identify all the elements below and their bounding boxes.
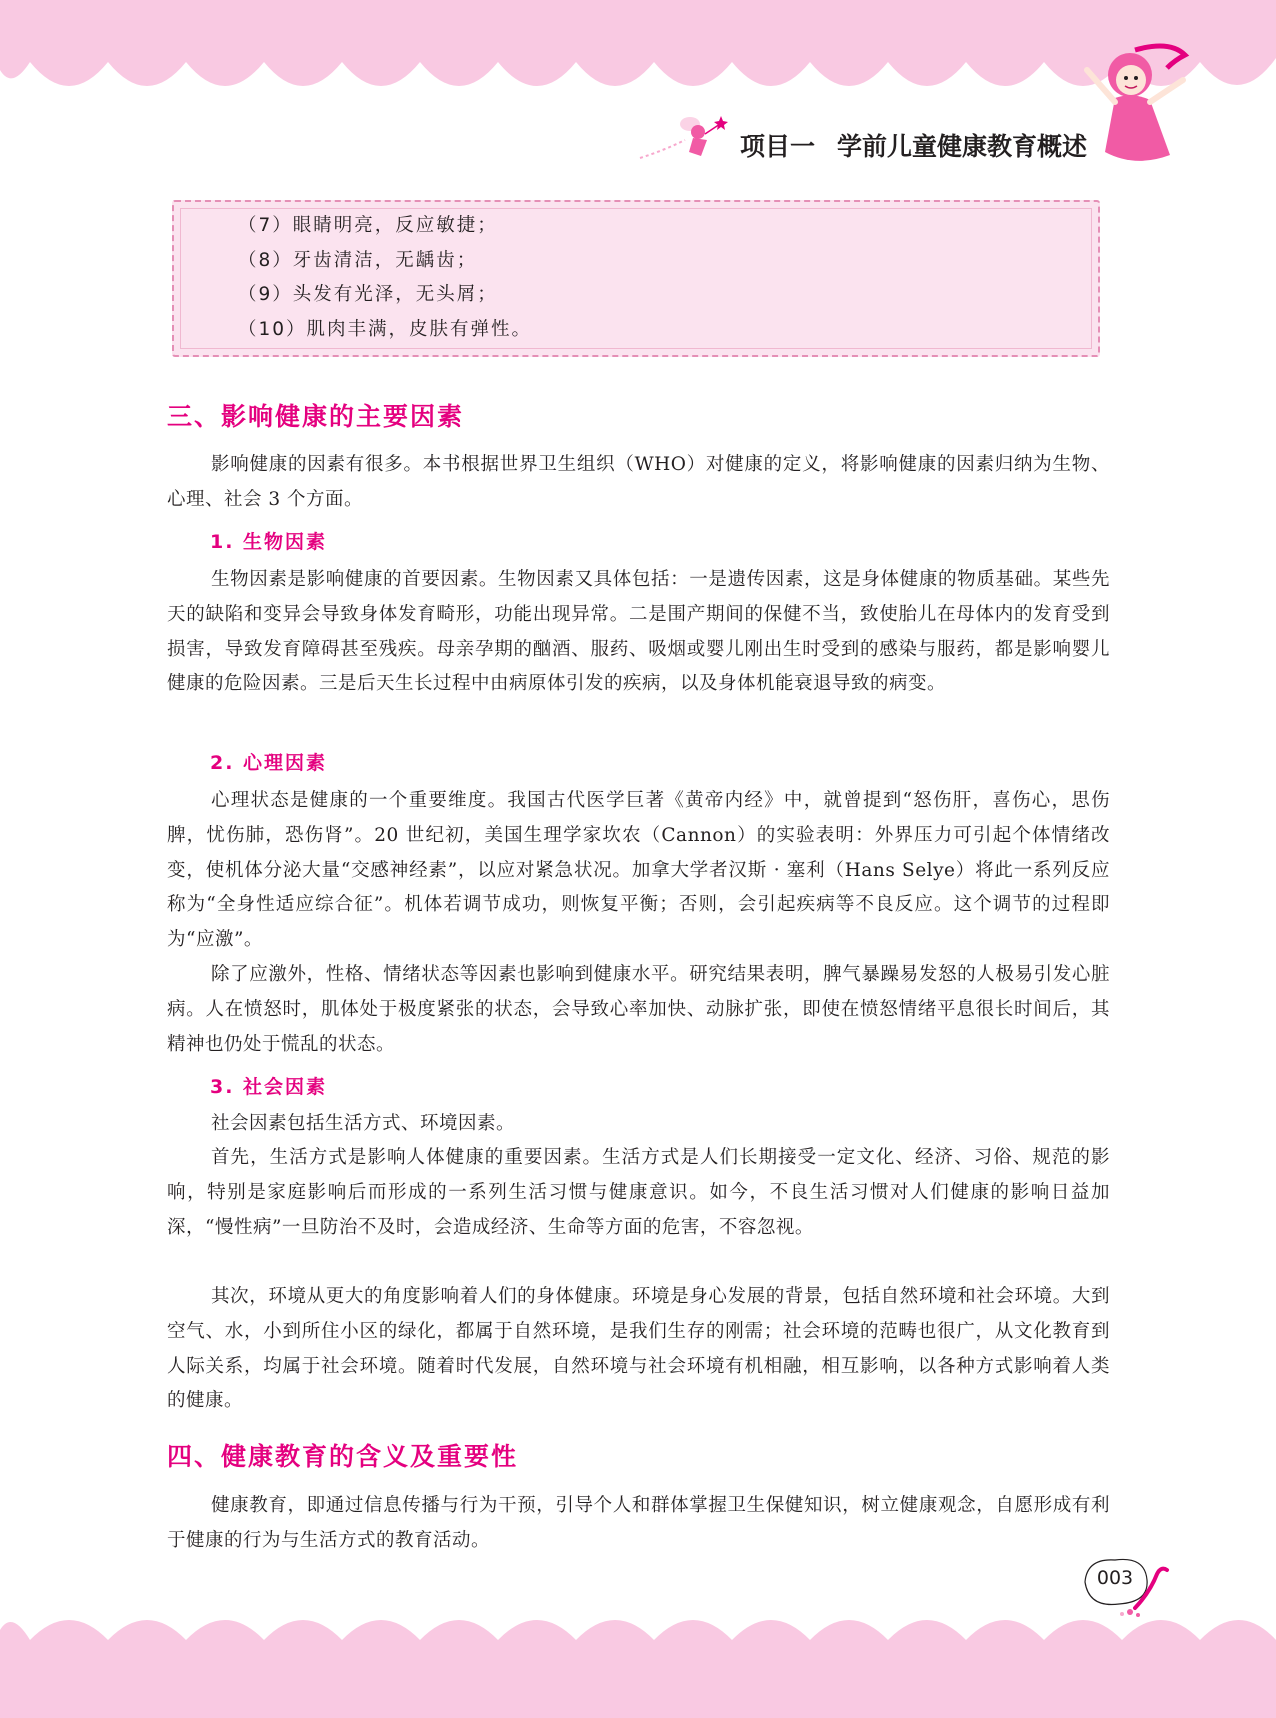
paragraph-biological: 生物因素是影响健康的首要因素。生物因素又具体包括：一是遗传因素，这是身体健康的物质基础。某些先天的缺陷和变异会导致身体发育畸形，功能出现异常。二是围产期间的保健不当，致使胎儿在母体内的发育受到损害，导致发育障碍甚至残疾。母亲孕期的酗酒、服药、吸烟或婴儿刚出生时受到的感染与服药，都是影响婴儿健康的危险因素。三是后天生长过程中由病原体引发的疾病，以及身体机能衰退导致的病变。 — [167, 569, 1110, 695]
running-header — [740, 127, 1100, 163]
section-heading-health-education: 四、健康教育的含义及重要性 — [167, 1442, 519, 1471]
health-standards-list — [238, 209, 532, 347]
subheading-social: 3. 社会因素 — [210, 1076, 328, 1098]
paragraph-factors-intro: 影响健康的因素有很多。本书根据世界卫生组织（WHO）对健康的定义，将影响健康的因素归纳为生物、心理、社会 3 个方面。 — [167, 454, 1110, 510]
list-item: （9）头发有光泽，无头屑； — [238, 284, 498, 305]
list-item: （10）肌肉丰满，皮肤有弹性。 — [238, 318, 533, 340]
paragraph-social-2: 首先，生活方式是影响人体健康的重要因素。生活方式是人们长期接受一定文化、经济、习俗、规范的影响，特别是家庭影响后而形成的一系列生活习惯与健康意识。如今，不良生活习惯对人们健康的影响日益加深，“慢性病”一旦防治不及时，会造成经济、生命等方面的危害，不容忽视。 — [167, 1147, 1110, 1238]
list-item: （8）牙齿清洁，无龋齿； — [238, 249, 478, 271]
header-project-label: 项目一 — [740, 132, 816, 161]
subheading-psychological: 2. 心理因素 — [210, 752, 328, 774]
subheading-biological: 1. 生物因素 — [210, 531, 328, 553]
fairy-icon — [635, 110, 730, 165]
section-heading-factors: 三、影响健康的主要因素 — [167, 402, 465, 431]
paragraph-psychological-1: 心理状态是健康的一个重要维度。我国古代医学巨著《黄帝内经》中，就曾提到“怒伤肝，喜伤心，思伤脾，忧伤肺，恐伤肾”。20 世纪初，美国生理学家坎农（Cannon）的实验表明：外界压力可引起个体情绪改变，使机体分泌大量“交感神经素”，以应对紧急状况。加拿大学者汉斯 · 塞利（Hans Selye）将此一系列反应称为“全身性适应综合征”。机体若调节成功，则恢复平衡；否则，会引起疾病等不良反应。这个调节的过程即为“应激”。 — [167, 790, 1110, 951]
paragraph-social-1: 社会因素包括生活方式、环境因素。 — [211, 1113, 516, 1134]
header-chapter-title: 学前儿童健康教育概述 — [837, 132, 1088, 161]
paragraph-psychological-2: 除了应激外，性格、情绪状态等因素也影响到健康水平。研究结果表明，脾气暴躁易发怒的人极易引发心脏病。人在愤怒时，肌体处于极度紧张的状态，会导致心率加快、动脉扩张，即使在愤怒情绪平息很长时间后，其精神也仍处于慌乱的状态。 — [167, 964, 1110, 1055]
page-number: 003 — [1096, 1567, 1134, 1589]
paragraph-social-3: 其次，环境从更大的角度影响着人们的身体健康。环境是身心发展的背景，包括自然环境和社会环境。大到空气、水，小到所住小区的绿化，都属于自然环境，是我们生存的刚需；社会环境的范畴也很广，从文化教育到人际关系，均属于社会环境。随着时代发展，自然环境与社会环境有机相融，相互影响，以各种方式影响着人类的健康。 — [167, 1286, 1110, 1412]
paragraph-health-education: 健康教育，即通过信息传播与行为干预，引导个人和群体掌握卫生保健知识，树立健康观念，自愿形成有利于健康的行为与生活方式的教育活动。 — [167, 1495, 1110, 1551]
list-item: （7）眼睛明亮，反应敏捷； — [238, 215, 498, 236]
